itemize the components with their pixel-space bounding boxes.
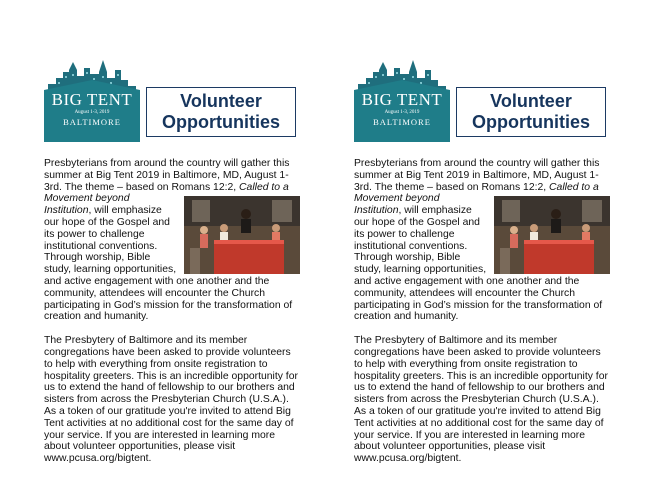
intro-paragraph [354,158,610,323]
intro-paragraph [44,158,300,323]
worship-photo [494,196,610,274]
worship-photo [184,196,300,274]
intro-text-b: , will emphasize our hope of the Gospel and its power to challenge institutional conventions. Through worship, Bible study, learning opportunities, and active engagement with one another and the community, attendees will encounter the Church participating in God’s mission for the transformation of creation and humanity. [44,205,293,323]
intro-text-b: , will emphasize our hope of the Gospel and its power to challenge institutional conventions. Through worship, Bible study, learning opportunities, and active engagement with one another and the community, attendees will encounter the Church participating in God’s mission for the transformation of creation and humanity. [354,205,603,323]
flyer-body [44,158,300,465]
intro-text-a: Presbyterians from around the country will gather this summer at Big Tent 2019 in Baltimore, MD, August 1-3rd. The theme – based on Romans 12:2, [44,158,290,193]
heading-line-1: Volunteer [490,91,572,111]
heading-box [456,87,606,137]
volunteer-paragraph: The Presbytery of Baltimore and its member congregations have been asked to provide volunteers to help with everything from onsite registration to hospitality greeters. This is an incredible opportunity for us to extend the hand of fellowship to our brothers and sisters from across the Presbyterian Church (U.S.A.). As a token of our gratitude you're invited to attend Big Tent activities at no additional cost for the same day of your service. If you are interested in learning more about volunteer opportunities, please visit www.pcusa.org/bigtent. [354,335,608,465]
heading-line-2: Opportunities [162,112,280,132]
intro-text-a: Presbyterians from around the country will gather this summer at Big Tent 2019 in Baltimore, MD, August 1-3rd. The theme – based on Romans 12:2, [354,158,600,193]
flyer-header [44,58,300,142]
flyer-left [44,58,300,465]
flyer-body [354,158,610,465]
heading-line-2: Opportunities [472,112,590,132]
logo-city: BALTIMORE [373,117,431,127]
logo-title: BIG TENT [361,90,443,109]
flyer-right [354,58,610,465]
heading-box [146,87,296,137]
logo-title: BIG TENT [51,90,133,109]
heading-line-1: Volunteer [180,91,262,111]
volunteer-paragraph: The Presbytery of Baltimore and its member congregations have been asked to provide volunteers to help with everything from onsite registration to hospitality greeters. This is an incredible opportunity for us to extend the hand of fellowship to our brothers and sisters from across the Presbyterian Church (U.S.A.). As a token of our gratitude you're invited to attend Big Tent activities at no additional cost for the same day of your service. If you are interested in learning more about volunteer opportunities, please visit www.pcusa.org/bigtent. [44,335,298,465]
big-tent-logo [354,58,450,142]
logo-date: August 1-3, 2019 [384,110,420,115]
logo-city: BALTIMORE [63,117,121,127]
logo-date: August 1-3, 2019 [74,110,110,115]
flyer-header [354,58,610,142]
theme-text: Called to a Movement beyond Institution [354,181,599,217]
theme-text: Called to a Movement beyond Institution [44,181,289,217]
big-tent-logo [44,58,140,142]
